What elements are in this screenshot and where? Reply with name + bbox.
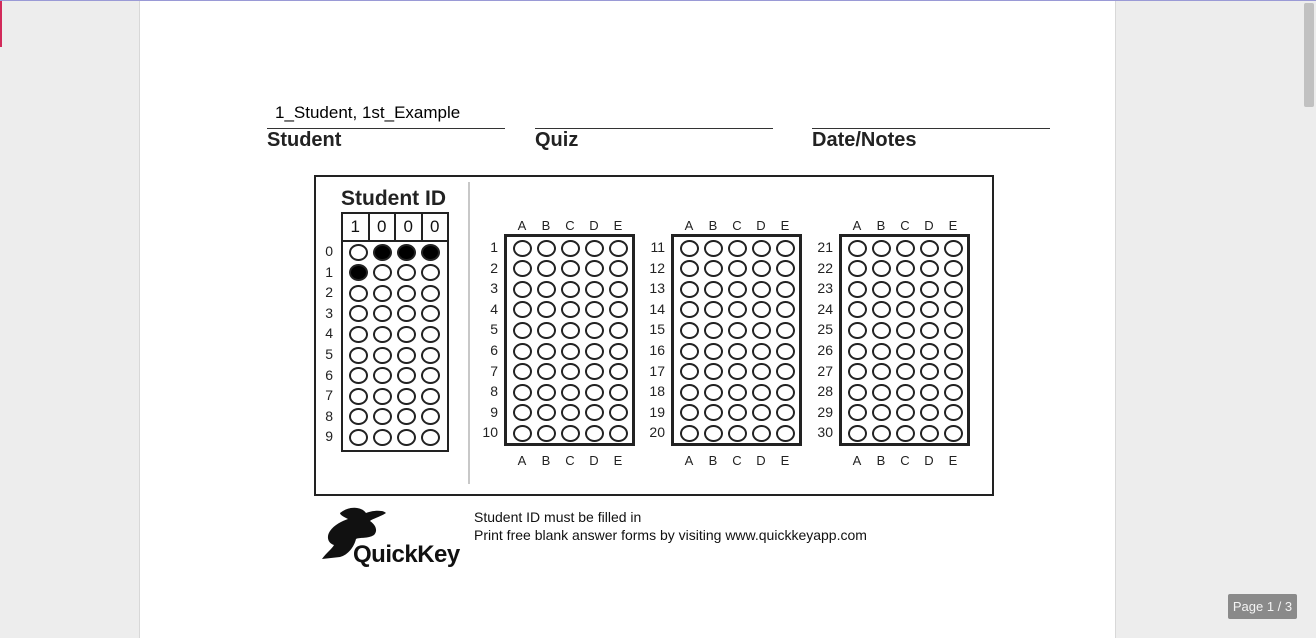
answer-bubble[interactable] [872, 281, 891, 298]
answer-bubble[interactable] [609, 425, 628, 442]
answer-bubble[interactable] [920, 425, 939, 442]
answer-column-letter: A [684, 218, 694, 233]
student-id-bubble[interactable] [373, 285, 392, 302]
answer-bubble[interactable] [513, 384, 532, 401]
answer-bubble[interactable] [728, 363, 747, 380]
answer-bubble[interactable] [896, 425, 915, 442]
answer-bubble[interactable] [848, 384, 867, 401]
answer-bubble[interactable] [561, 425, 580, 442]
answer-bubble[interactable] [752, 322, 771, 339]
question-number: 6 [490, 342, 498, 358]
answer-bubble[interactable] [704, 281, 723, 298]
answer-bubble[interactable] [896, 363, 915, 380]
answer-bubble[interactable] [752, 240, 771, 257]
student-id-bubble[interactable] [349, 429, 368, 446]
answer-bubble[interactable] [680, 343, 699, 360]
answer-bubble[interactable] [513, 281, 532, 298]
student-id-digit: 0 [368, 214, 395, 240]
answer-bubble[interactable] [848, 343, 867, 360]
student-id-bubble[interactable] [373, 347, 392, 364]
answer-column-letter: E [780, 453, 790, 468]
answer-bubble[interactable] [896, 384, 915, 401]
question-number: 15 [649, 321, 665, 338]
answer-column-letter: D [924, 218, 934, 233]
student-id-row-label: 4 [325, 325, 333, 342]
question-number: 4 [490, 300, 498, 317]
student-id-bubble[interactable] [421, 326, 440, 343]
answer-bubble[interactable] [872, 322, 891, 339]
answer-column-letter: D [756, 453, 766, 468]
question-number: 24 [817, 300, 833, 317]
footer-note-id: Student ID must be filled in [474, 509, 642, 525]
student-id-row-label: 5 [325, 346, 333, 362]
student-id-bubble[interactable] [421, 429, 440, 446]
answer-bubble[interactable] [896, 343, 915, 360]
answer-bubble[interactable] [680, 281, 699, 298]
answer-bubble[interactable] [513, 425, 532, 442]
answer-bubble[interactable] [561, 322, 580, 339]
student-id-row-label: 0 [325, 243, 333, 259]
answer-bubble[interactable] [752, 281, 771, 298]
answer-bubble[interactable] [776, 343, 795, 360]
question-number: 25 [817, 321, 833, 338]
answer-bubble[interactable] [944, 425, 963, 442]
answer-bubble[interactable] [680, 384, 699, 401]
question-number: 20 [649, 424, 665, 441]
student-id-bubble[interactable] [349, 326, 368, 343]
answer-bubble[interactable] [920, 343, 939, 360]
answer-bubble[interactable] [872, 384, 891, 401]
answer-column-letter: A [517, 218, 527, 233]
question-number: 22 [817, 259, 833, 276]
answer-bubble[interactable] [776, 260, 795, 277]
answer-bubble[interactable] [776, 281, 795, 298]
student-name-value: 1_Student, 1st_Example [275, 103, 461, 122]
question-number: 3 [490, 280, 498, 297]
student-id-bubble[interactable] [397, 244, 416, 261]
answer-bubble[interactable] [513, 260, 532, 277]
student-id-title: Student ID [341, 187, 446, 210]
answer-bubble[interactable] [537, 322, 556, 339]
answer-bubble[interactable] [752, 384, 771, 401]
student-id-digit: 0 [394, 214, 421, 240]
question-number: 7 [490, 362, 498, 379]
answer-column-letter: B [541, 218, 551, 233]
answer-bubble[interactable] [872, 343, 891, 360]
answer-column-letter: A [517, 453, 527, 468]
answer-bubble[interactable] [920, 363, 939, 380]
student-id-bubble[interactable] [397, 264, 416, 281]
answer-bubble[interactable] [848, 240, 867, 257]
question-number: 17 [649, 362, 665, 379]
student-id-row-label: 1 [325, 263, 333, 280]
question-number: 5 [490, 321, 498, 338]
answer-bubble[interactable] [848, 281, 867, 298]
student-id-bubble[interactable] [373, 367, 392, 384]
answer-bubble[interactable] [537, 343, 556, 360]
vertical-scrollbar-thumb[interactable] [1304, 3, 1314, 107]
answer-bubble[interactable] [561, 384, 580, 401]
answer-bubble[interactable] [561, 343, 580, 360]
student-id-bubble[interactable] [421, 388, 440, 405]
answer-column-letter: D [756, 218, 766, 233]
student-id-bubble[interactable] [421, 285, 440, 302]
student-id-bubble[interactable] [397, 347, 416, 364]
question-number: 2 [490, 259, 498, 276]
question-number: 29 [817, 403, 833, 420]
question-number: 16 [649, 342, 665, 358]
answer-column-letter: B [708, 218, 718, 233]
question-number: 11 [650, 239, 665, 255]
answer-bubble[interactable] [848, 425, 867, 442]
answer-bubble[interactable] [752, 363, 771, 380]
student-id-bubble[interactable] [349, 388, 368, 405]
answer-bubble[interactable] [944, 260, 963, 277]
answer-column-letter: A [852, 218, 862, 233]
answer-bubble[interactable] [872, 363, 891, 380]
answer-bubble[interactable] [609, 260, 628, 277]
answer-bubble[interactable] [537, 384, 556, 401]
answer-column-letter: E [613, 218, 623, 233]
answer-column-letter: D [589, 453, 599, 468]
question-number: 10 [482, 424, 498, 441]
answer-bubble[interactable] [776, 384, 795, 401]
answer-bubble[interactable] [848, 322, 867, 339]
window-left-accent [0, 1, 2, 47]
answer-bubble[interactable] [585, 281, 604, 298]
student-id-bubble[interactable] [421, 347, 440, 364]
question-number: 14 [649, 300, 665, 317]
student-id-bubble[interactable] [397, 326, 416, 343]
student-id-bubble[interactable] [373, 326, 392, 343]
answer-bubble[interactable] [776, 425, 795, 442]
answer-column-letter: E [948, 453, 958, 468]
answer-bubble[interactable] [537, 363, 556, 380]
student-id-bubble[interactable] [397, 388, 416, 405]
answer-bubble[interactable] [561, 363, 580, 380]
student-id-bubble[interactable] [373, 264, 392, 281]
answer-bubble[interactable] [561, 281, 580, 298]
answer-bubble[interactable] [609, 343, 628, 360]
answer-bubble[interactable] [585, 425, 604, 442]
question-number: 21 [817, 239, 833, 255]
question-number: 26 [817, 342, 833, 358]
answer-bubble[interactable] [944, 384, 963, 401]
answer-column-letter: B [541, 453, 551, 468]
answer-column-letter: C [900, 218, 910, 233]
student-id-bubble[interactable] [421, 264, 440, 281]
answer-bubble[interactable] [728, 281, 747, 298]
answer-bubble[interactable] [513, 322, 532, 339]
student-id-row-label: 3 [325, 304, 333, 321]
student-id-bubble[interactable] [397, 285, 416, 302]
student-id-bubble[interactable] [349, 367, 368, 384]
answer-bubble[interactable] [776, 240, 795, 257]
answer-bubble[interactable] [680, 322, 699, 339]
answer-bubble[interactable] [848, 260, 867, 277]
answer-bubble[interactable] [776, 363, 795, 380]
answer-bubble[interactable] [537, 240, 556, 257]
answer-column-letter: C [900, 453, 910, 468]
answer-bubble[interactable] [944, 343, 963, 360]
answer-bubble[interactable] [609, 281, 628, 298]
answer-bubble[interactable] [704, 363, 723, 380]
answer-bubble[interactable] [728, 384, 747, 401]
answer-bubble[interactable] [944, 363, 963, 380]
answer-bubble[interactable] [585, 343, 604, 360]
answer-bubble[interactable] [680, 260, 699, 277]
answer-bubble[interactable] [728, 343, 747, 360]
answer-bubble[interactable] [944, 240, 963, 257]
answer-column-letter: A [684, 453, 694, 468]
answer-bubble[interactable] [680, 240, 699, 257]
page-indicator: Page 1 / 3 [1228, 594, 1297, 619]
student-id-bubble[interactable] [373, 429, 392, 446]
answer-bubble[interactable] [680, 363, 699, 380]
answer-bubble[interactable] [752, 260, 771, 277]
answer-bubble[interactable] [920, 240, 939, 257]
student-id-digit: 1 [350, 217, 360, 236]
answer-bubble[interactable] [944, 322, 963, 339]
answer-bubble[interactable] [513, 363, 532, 380]
answer-bubble[interactable] [728, 240, 747, 257]
answer-column-letter: A [852, 453, 862, 468]
answer-column-letter: C [732, 218, 742, 233]
question-number: 9 [490, 403, 498, 420]
answer-bubble[interactable] [585, 240, 604, 257]
answer-bubble[interactable] [872, 425, 891, 442]
answer-column-letter: C [565, 453, 575, 468]
answer-bubble[interactable] [537, 281, 556, 298]
question-number: 27 [817, 362, 833, 379]
student-id-bubble[interactable] [349, 244, 368, 261]
question-number: 23 [817, 280, 833, 297]
answer-bubble[interactable] [609, 322, 628, 339]
answer-bubble[interactable] [920, 260, 939, 277]
answer-column-letter: E [948, 218, 958, 233]
student-id-bubble[interactable] [421, 367, 440, 384]
answer-bubble[interactable] [896, 240, 915, 257]
student-id-bubble[interactable] [349, 347, 368, 364]
answer-bubble[interactable] [704, 260, 723, 277]
answer-bubble[interactable] [728, 322, 747, 339]
date-notes-label: Date/Notes [812, 129, 917, 151]
answer-bubble[interactable] [513, 240, 532, 257]
answer-bubble[interactable] [944, 281, 963, 298]
answer-bubble[interactable] [704, 240, 723, 257]
answer-bubble[interactable] [920, 384, 939, 401]
student-id-bubble[interactable] [349, 285, 368, 302]
answer-column-letter: C [565, 218, 575, 233]
answer-bubble[interactable] [872, 260, 891, 277]
answer-bubble[interactable] [920, 322, 939, 339]
footer-note-website: Print free blank answer forms by visiting www.quickkeyapp.com [474, 527, 867, 543]
answer-bubble[interactable] [704, 384, 723, 401]
student-id-bubble[interactable] [421, 244, 440, 261]
question-number: 8 [490, 383, 498, 400]
answer-column-letter: B [876, 453, 886, 468]
answer-bubble[interactable] [585, 363, 604, 380]
answer-bubble[interactable] [896, 281, 915, 298]
answer-bubble[interactable] [872, 240, 891, 257]
student-id-row-label: 2 [325, 284, 333, 301]
answer-bubble[interactable] [609, 363, 628, 380]
answer-bubble[interactable] [537, 425, 556, 442]
question-number: 13 [649, 280, 665, 297]
answer-bubble[interactable] [561, 260, 580, 277]
sheet-divider [468, 182, 470, 484]
answer-bubble[interactable] [609, 384, 628, 401]
answer-bubble[interactable] [585, 384, 604, 401]
answer-bubble[interactable] [752, 343, 771, 360]
answer-bubble[interactable] [896, 260, 915, 277]
student-id-bubble[interactable] [373, 388, 392, 405]
student-id-bubble[interactable] [349, 264, 368, 281]
student-id-bubble[interactable] [397, 367, 416, 384]
question-number: 28 [817, 383, 833, 400]
question-number: 19 [649, 403, 665, 420]
answer-bubble[interactable] [704, 322, 723, 339]
answer-bubble[interactable] [728, 260, 747, 277]
answer-bubble[interactable] [680, 425, 699, 442]
question-number: 18 [649, 383, 665, 400]
answer-bubble[interactable] [537, 260, 556, 277]
logo-wordmark: QuickKey [353, 541, 460, 568]
answer-column-letter: D [589, 218, 599, 233]
quiz-label: Quiz [535, 129, 579, 151]
answer-column-letter: D [924, 453, 934, 468]
answer-bubble[interactable] [728, 425, 747, 442]
answer-column-letter: E [613, 453, 623, 468]
answer-bubble[interactable] [585, 322, 604, 339]
answer-bubble[interactable] [513, 343, 532, 360]
question-number: 30 [817, 424, 833, 441]
answer-bubble[interactable] [561, 240, 580, 257]
answer-bubble[interactable] [704, 343, 723, 360]
student-id-row-label: 9 [325, 428, 333, 445]
student-id-digit: 0 [421, 214, 448, 240]
student-id-bubble[interactable] [373, 244, 392, 261]
answer-column-letter: E [780, 218, 790, 233]
answer-column-letter: C [732, 453, 742, 468]
student-id-row-label: 7 [325, 387, 333, 404]
answer-column-letter: B [876, 218, 886, 233]
student-id-row-label: 8 [325, 407, 333, 424]
student-id-row-label: 6 [325, 366, 333, 383]
question-number: 12 [649, 259, 665, 276]
answer-bubble[interactable] [704, 425, 723, 442]
answer-bubble[interactable] [920, 281, 939, 298]
answer-column-letter: B [708, 453, 718, 468]
answer-bubble[interactable] [848, 363, 867, 380]
answer-bubble[interactable] [609, 240, 628, 257]
student-label: Student [267, 129, 342, 151]
answer-bubble[interactable] [776, 322, 795, 339]
answer-bubble[interactable] [752, 425, 771, 442]
student-id-bubble[interactable] [397, 429, 416, 446]
question-number: 1 [490, 239, 498, 255]
answer-bubble[interactable] [585, 260, 604, 277]
answer-bubble[interactable] [896, 322, 915, 339]
